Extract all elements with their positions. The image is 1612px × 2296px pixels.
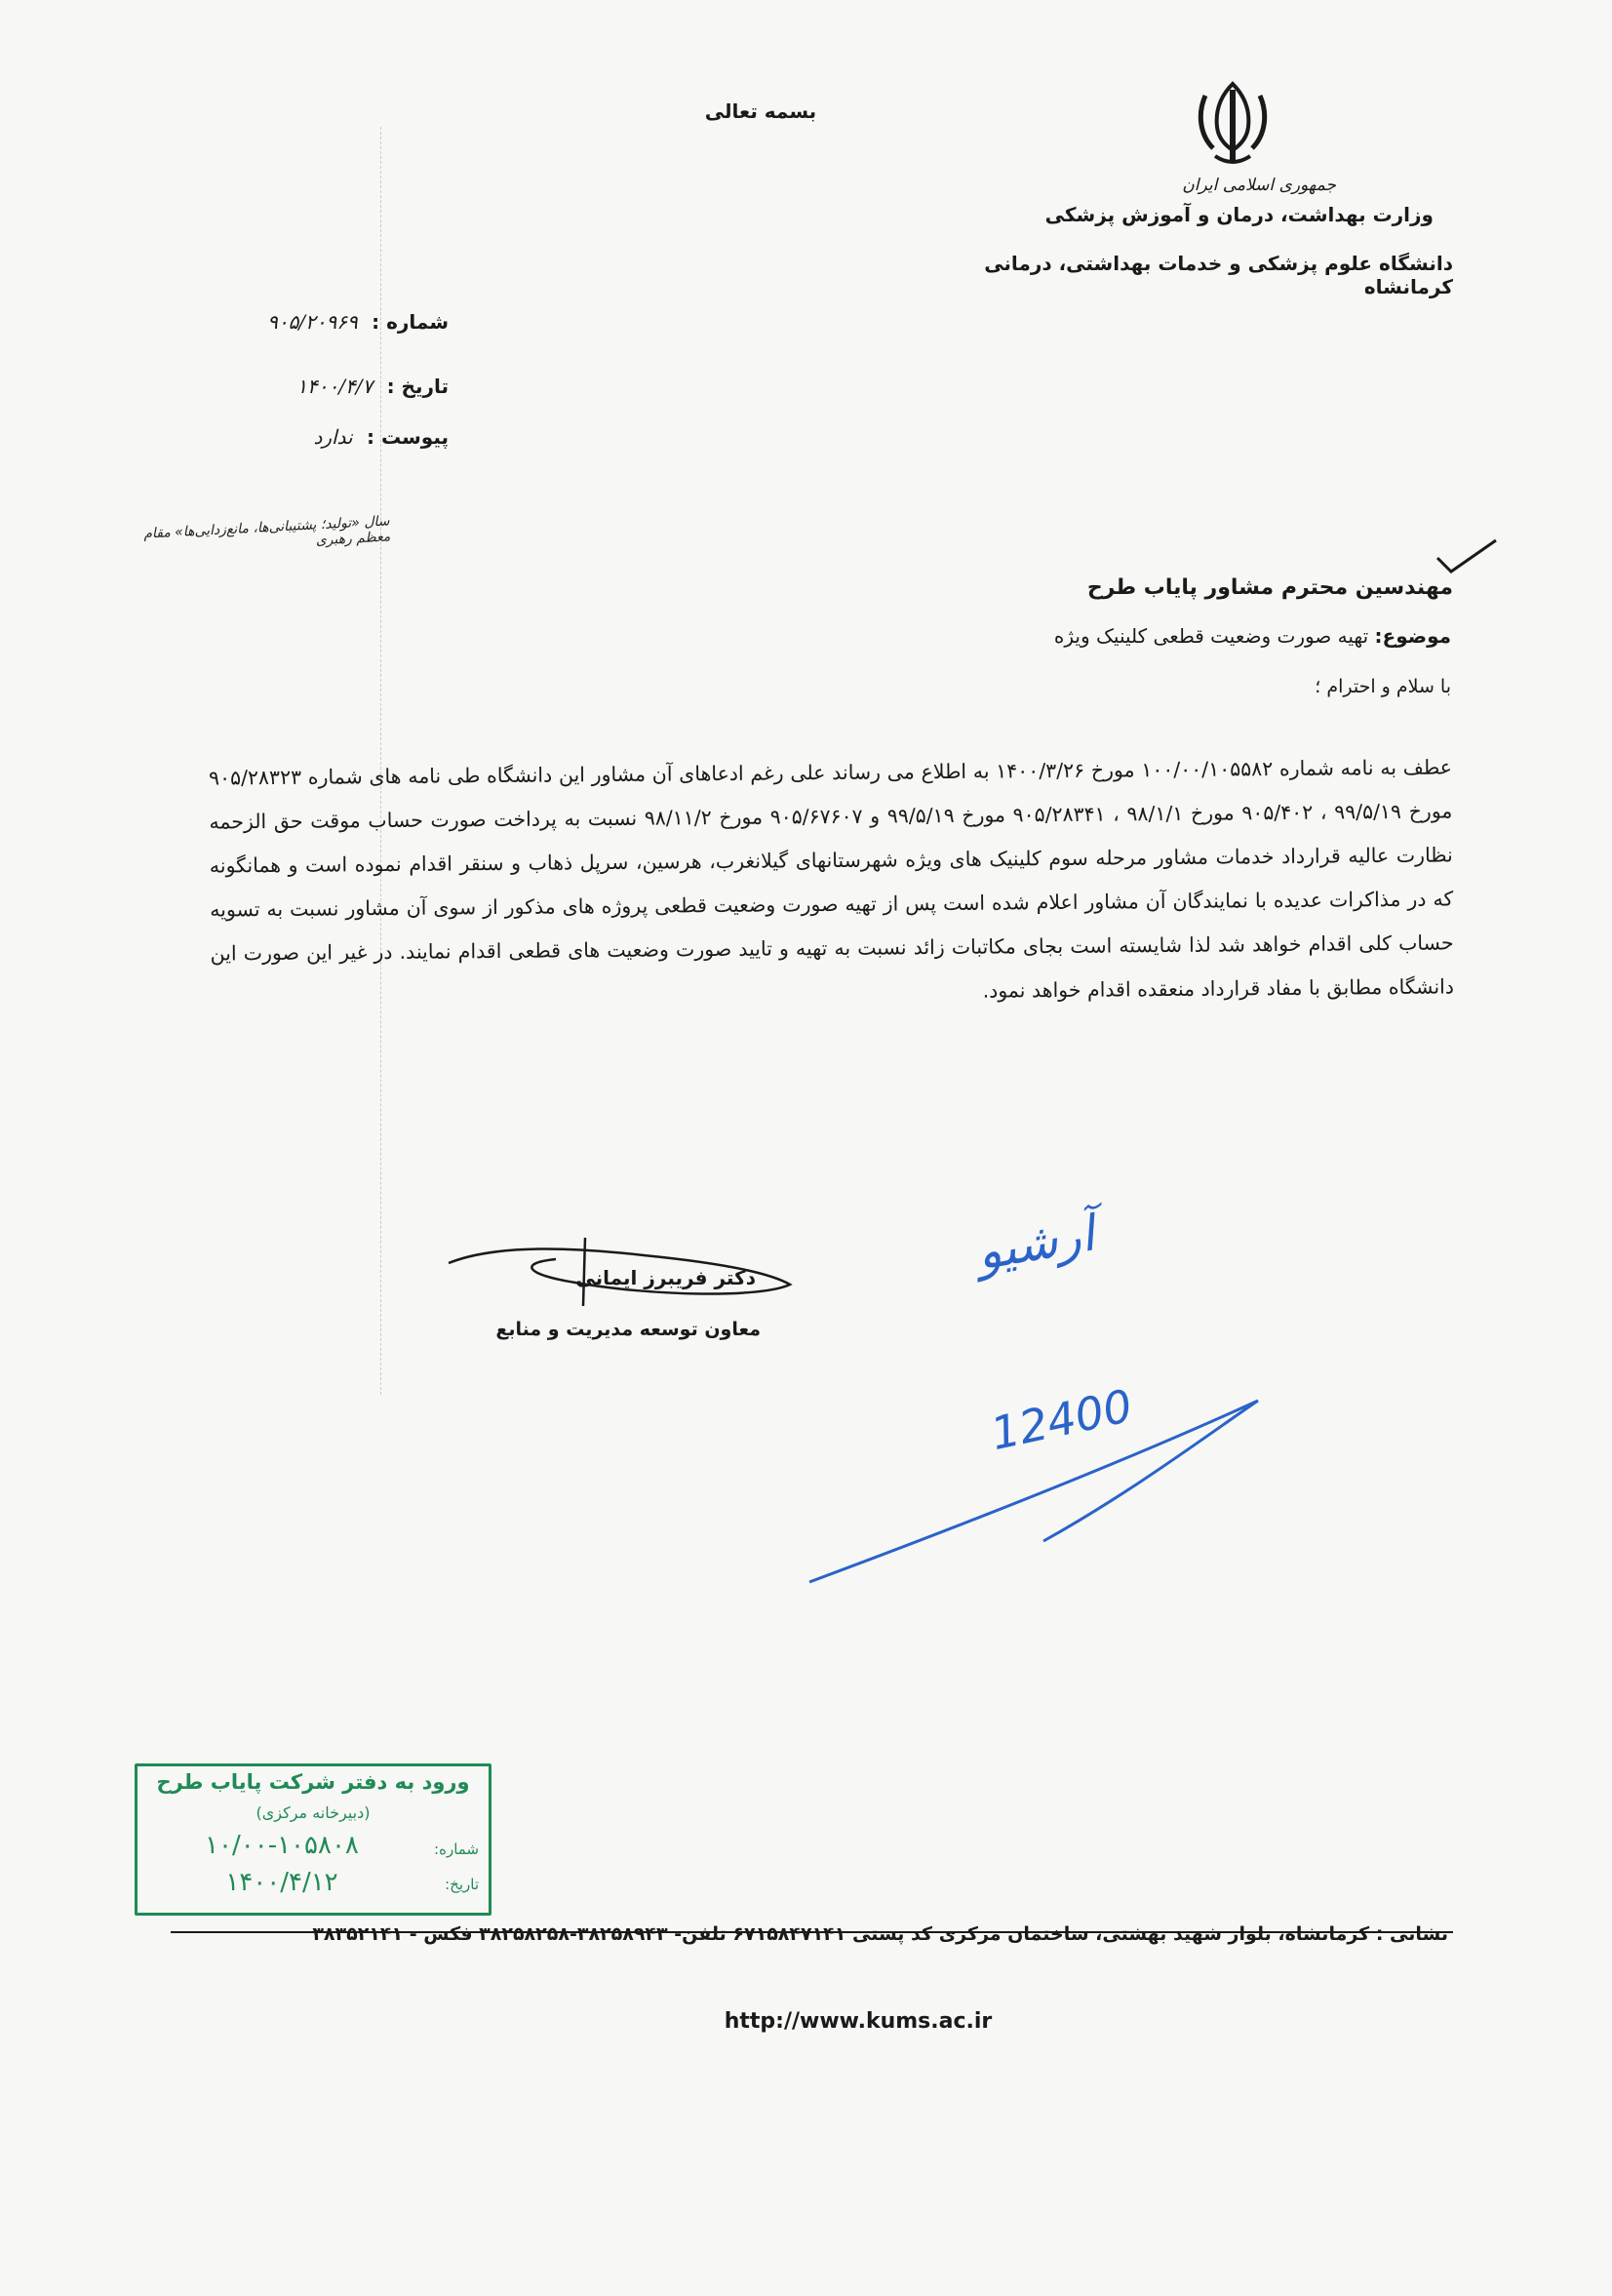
letter-number <box>234 310 449 334</box>
republic-name: جمهوری اسلامی ایران <box>1182 176 1336 195</box>
stamp-number-label: شماره: <box>434 1841 479 1858</box>
attachment-value: ندارد <box>313 425 353 449</box>
stamp-title: ورود به دفتر شرکت پایاب طرح <box>156 1770 470 1794</box>
greeting: با سلام و احترام ؛ <box>1315 676 1451 697</box>
year-slogan-note: سال «تولید؛ پشتیبانی‌ها، مانع‌زدایی‌ها» مقام معظم رهبری <box>142 513 391 549</box>
handwritten-archive-note: آرشیو <box>972 1205 1099 1282</box>
subject-line <box>800 624 1451 648</box>
letter-attachment <box>234 425 449 449</box>
stamp-number-value: ۱۰/۰۰-۱۰۵۸۰۸ <box>205 1831 359 1860</box>
letter-body: عطف به نامه شماره ۱۰۰/۰۰/۱۰۵۵۸۲ مورخ ۱۴۰۰/۳/۲۶ به اطلاع می رساند علی رغم ادعاهای آن مشاور این دانشگاه طی نامه های شماره ۹۰۵/۲۸۳۲۳ مورخ ۹۹/۵/۱۹ ، ۹۰۵/۴۰۲ مورخ ۹۸/۱/۱ ، ۹۰۵/۲۸۳۴۱ مورخ ۹۹/۵/۱۹ و ۹۰۵/۶۷۶۰۷ مورخ ۹۸/۱۱/۲ نسبت به پرداخت صورت حساب موقت حق الزحمه نظارت عالیه قرارداد خدمات مشاور مرحله سوم کلینیک های ویژه شهرستانهای گیلانغرب، هرسین، سرپل ذهاب و سنقر اقدام نموده است و همانگونه که در مذاکرات عدیده با نمایندگان آن مشاور اعلام شده است پس از تهیه صورت وضعیت قطعی پروژه های مذکور از سوی آن مشاور نسبت به تسویه حساب کلی اقدام خواهد شد لذا شایسته است بجای مکاتبات زائد نسبت به تهیه و تایید صورت وضعیت های قطعی اقدام نمایند. در غیر این صورت این دانشگاه مطابق با مفاد قرارداد منعقده اقدام خواهد نمود. <box>208 755 1455 1003</box>
letter-number-value: ۹۰۵/۲۰۹۶۹ <box>267 310 358 334</box>
letter-date-label: تاریخ : <box>386 375 449 398</box>
footer-website: http://www.kums.ac.ir <box>724 2009 993 2034</box>
letter-date <box>234 375 449 398</box>
handwritten-number: 12400 <box>986 1378 1137 1461</box>
subject-text: تهیه صورت وضعیت قطعی کلینیک ویژه <box>1053 624 1369 648</box>
receipt-stamp <box>135 1763 491 1916</box>
iran-emblem-icon <box>1192 76 1274 170</box>
university-name: دانشگاه علوم پزشکی و خدمات بهداشتی، درمانی کرمانشاه <box>984 252 1453 298</box>
letter-number-label: شماره : <box>372 310 449 334</box>
attachment-label: پیوست : <box>366 425 449 449</box>
subject-label: موضوع: <box>1374 624 1451 648</box>
footer-address: نشانی : کرمانشاه، بلوار شهید بهشتی، ساختمان مرکزی کد پستی ۶۷۱۵۸۴۷۱۴۱ تلفن- ۳۸۲۵۸۹۴۳-۳۸۲۵۸۲۵۸ فکس - ۳۸۳۵۲۱۴۱ <box>312 1923 1448 1945</box>
signatory-title: معاون توسعه مدیریت و منابع <box>495 1319 761 1340</box>
checkmark-icon <box>1434 534 1502 577</box>
stamp-date-label: تاریخ: <box>445 1876 479 1893</box>
stamp-date-value: ۱۴۰۰/۴/۱۲ <box>225 1868 338 1897</box>
letter-date-value: ۱۴۰۰/۴/۷ <box>296 375 374 398</box>
bismillah-heading: بسمه تعالی <box>704 99 817 123</box>
signatory-name: دکتر فریبرز ایمانی <box>575 1266 756 1289</box>
recipient: مهندسین محترم مشاور پایاب طرح <box>1086 575 1453 600</box>
handwritten-stroke-icon <box>800 1395 1268 1590</box>
ministry-name: وزارت بهداشت، درمان و آموزش پزشکی <box>1044 203 1434 226</box>
stamp-subtitle: (دبیرخانه مرکزی) <box>256 1803 371 1822</box>
